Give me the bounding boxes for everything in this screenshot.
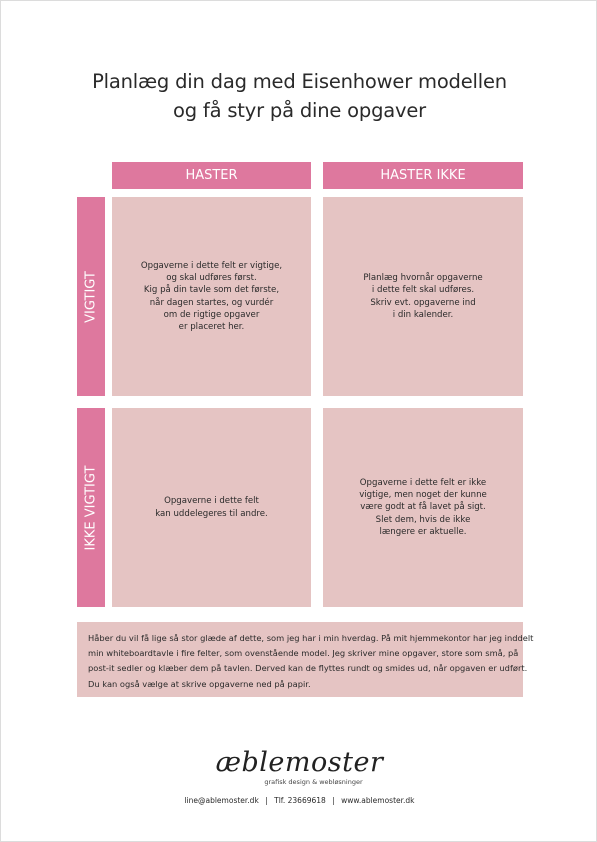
page-title: [1, 67, 597, 125]
separator: |: [265, 796, 268, 805]
title-line-1: Planlæg din dag med Eisenhower modellen: [92, 70, 507, 93]
text-line: i dette felt skal udføres.: [371, 285, 475, 296]
text-line: Skriv evt. opgaverne ind: [370, 297, 476, 308]
text-line: er placeret her.: [178, 322, 245, 333]
contact-phone: Tlf. 23669618: [274, 796, 326, 805]
text-line: når dagen startes, og vurdér: [149, 297, 274, 308]
text-line: vigtige, men noget der kunne: [359, 490, 487, 501]
text-line: Opgaverne i dette felt er vigtige,: [140, 260, 283, 271]
quadrant-not-urgent-important: [323, 197, 523, 396]
logo-wordmark: æblemoster: [215, 747, 384, 778]
note-line: Du kan også vælge at skrive opgaverne ned på papir.: [88, 678, 311, 689]
quadrant-not-urgent-important-text: [353, 272, 492, 321]
quadrant-not-urgent-not-important: [323, 408, 523, 607]
text-line: Opgaverne i dette felt er ikke: [359, 477, 487, 488]
explanation-note: [77, 622, 534, 697]
row-header-vigtigt: [77, 197, 105, 396]
text-line: og skal udføres først.: [166, 272, 257, 283]
row-header-vigtigt-label: VIGTIGT: [83, 270, 99, 323]
logo-tagline: grafisk design & webløsninger: [264, 778, 363, 786]
contact-email[interactable]: line@ablemoster.dk: [184, 796, 259, 805]
row-header-ikke-vigtigt-label: IKKE VIGTIGT: [83, 465, 99, 550]
col-header-haster: HASTER: [112, 162, 311, 189]
contact-website[interactable]: www.ablemoster.dk: [341, 796, 415, 805]
quadrant-urgent-important: [112, 197, 311, 396]
quadrant-not-urgent-not-important-text: [349, 477, 497, 538]
text-line: være godt at få lavet på sigt.: [360, 502, 486, 513]
note-line: post-it sedler og klæber dem på tavlen. Derved kan de flyttes rundt og smides ud, når opgaven er udført.: [88, 663, 528, 674]
note-line: min whiteboardtavle i fire felter, som ovenstående model. Jeg skriver mine opgaver, store som små, på: [88, 648, 519, 659]
text-line: Slet dem, hvis de ikke: [375, 514, 471, 525]
brand-logo: [1, 749, 597, 786]
text-line: om de rigtige opgaver: [163, 309, 260, 320]
text-line: længere er aktuelle.: [379, 526, 467, 537]
title-line-2: og få styr på dine opgaver: [173, 99, 426, 122]
text-line: Opgaverne i dette felt: [164, 496, 259, 507]
row-header-ikke-vigtigt: [77, 408, 105, 607]
quadrant-urgent-important-text: [131, 260, 292, 334]
text-line: Planlæg hvornår opgaverne: [363, 272, 483, 283]
note-line: Håber du vil få lige så stor glæde af dette, som jeg har i min hverdag. På mit hjemmekontor har jeg inddelt: [88, 633, 534, 643]
separator: |: [332, 796, 335, 805]
contact-info: [1, 796, 597, 805]
text-line: i din kalender.: [392, 309, 454, 320]
text-line: Kig på din tavle som det første,: [143, 285, 280, 296]
quadrant-urgent-not-important-text: [145, 495, 278, 520]
col-header-haster-ikke: HASTER IKKE: [323, 162, 523, 189]
text-line: kan uddelegeres til andre.: [155, 508, 268, 519]
quadrant-urgent-not-important: [112, 408, 311, 607]
